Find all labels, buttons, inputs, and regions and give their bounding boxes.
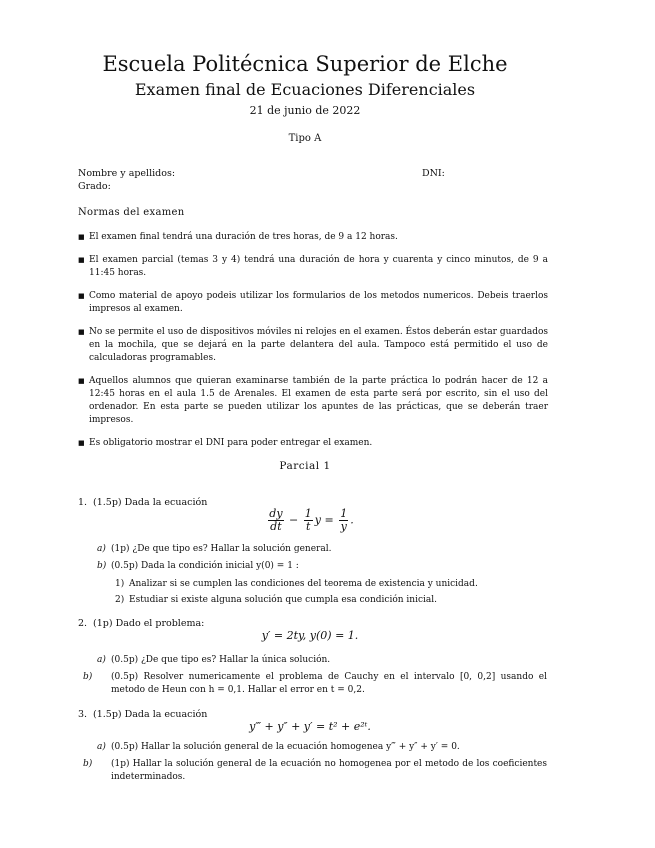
problem-2-a: [97, 654, 547, 667]
problem-statement: (1p) Dado el problema:: [93, 618, 205, 629]
item-label: a): [97, 655, 106, 665]
problem-1-b1: [115, 578, 545, 591]
bullet-icon: ■: [78, 292, 85, 300]
problem-1-a: [97, 543, 547, 556]
rules-list: [78, 231, 548, 460]
item-text: (0.5p) Dada la condición inicial y(0) = 1 :: [111, 561, 299, 571]
bullet-icon: ■: [78, 233, 85, 241]
bullet-icon: ■: [78, 439, 85, 447]
rule-text: El examen final tendrá una duración de tres horas, de 9 a 12 horas.: [89, 232, 398, 242]
item-text: (1p) Hallar la solución general de la ecuación no homogenea por el metodo de los coeficientes indeterminados.: [111, 759, 547, 782]
denominator: t: [306, 520, 311, 533]
problem-3-a: [97, 741, 547, 754]
numerator: dy: [269, 507, 283, 520]
rules-heading: Normas del examen: [78, 207, 185, 218]
rule-item: [78, 231, 548, 244]
item-label: 2): [115, 595, 125, 605]
rule-item: [78, 326, 548, 365]
grado-label: Grado:: [78, 181, 111, 192]
rule-item: [78, 437, 548, 450]
denominator: dt: [270, 520, 282, 533]
problem-number: 1.: [78, 497, 88, 508]
problem-1-b: [97, 560, 547, 573]
fraction-dydt: [268, 508, 283, 533]
fraction-1-t: [304, 508, 313, 533]
problem-2-b: [83, 671, 547, 697]
problem-1-equation: [0, 508, 620, 533]
rule-text: Como material de apoyo podeis utilizar los formularios de los metodos numericos. Debeis traerlos impresos al examen.: [89, 291, 548, 314]
problem-number: 2.: [78, 618, 88, 629]
item-label: a): [97, 544, 106, 554]
section-heading: Parcial 1: [279, 460, 331, 472]
exam-type: Tipo A: [288, 133, 322, 144]
problem-number: 3.: [78, 709, 88, 720]
problem-3-equation: y‴ + y″ + y′ = t² + e²ᵗ.: [249, 720, 371, 733]
rule-text: El examen parcial (temas 3 y 4) tendrá una duración de hora y cuarenta y cinco minutos, de 9 a 11:45 horas.: [89, 255, 548, 278]
exam-title: Examen final de Ecuaciones Diferenciales: [134, 80, 476, 99]
bullet-icon: ■: [78, 328, 85, 336]
fraction-1-y: [339, 508, 348, 533]
problem-1-b2: [115, 594, 545, 607]
name-label: Nombre y apellidos:: [78, 168, 176, 179]
item-text: Analizar si se cumplen las condiciones del teorema de existencia y unicidad.: [129, 579, 478, 589]
rule-text: Aquellos alumnos que quieran examinarse también de la parte práctica lo podrán hacer de 12 a 12:45 horas en el aula 1.5 de Arenales. El examen de esta parte será por escrito, sin el uso del ordenador. En esta parte se pueden utilizar los apuntes de las prácticas, que se deberán traer impresos.: [89, 376, 548, 425]
item-text: (1p) ¿De que tipo es? Hallar la solución general.: [111, 544, 332, 554]
rule-item: [78, 375, 548, 427]
item-text: (0.5p) Hallar la solución general de la ecuación homogenea y‴ + y″ + y′ = 0.: [111, 742, 460, 752]
school-title: Escuela Politécnica Superior de Elche: [102, 52, 508, 76]
rule-item: [78, 290, 548, 316]
rule-text: Es obligatorio mostrar el DNI para poder entregar el examen.: [89, 438, 373, 448]
rule-text: No se permite el uso de dispositivos móviles ni relojes en el examen. Éstos deberán estar guardados en la mochila, que se dejará en la parte delantera del aula. Tampoco está permitido el uso de calculadoras programables.: [89, 327, 548, 363]
bullet-icon: ■: [78, 256, 85, 264]
item-text: (0.5p) Resolver numericamente el problema de Cauchy en el intervalo [0, 0,2] usando el metodo de Heun con h = 0,1. Hallar el error en t = 0,2.: [111, 672, 547, 695]
problem-3-b: [83, 758, 547, 784]
item-text: Estudiar si existe alguna solución que cumpla esa condición inicial.: [129, 595, 437, 605]
item-label: b): [83, 672, 93, 682]
exam-date: 21 de junio de 2022: [249, 104, 361, 117]
problem-statement: (1.5p) Dada la ecuación: [93, 497, 208, 508]
item-label: a): [97, 742, 106, 752]
item-label: b): [97, 561, 107, 571]
numerator: 1: [304, 507, 312, 520]
problem-2-equation: y′ = 2ty, y(0) = 1.: [261, 629, 359, 642]
denominator: y: [340, 520, 347, 533]
bullet-icon: ■: [78, 377, 85, 385]
dni-label: DNI:: [422, 168, 445, 179]
minus-sign: −: [289, 513, 299, 527]
eq-end: .: [350, 513, 354, 527]
item-label: 1): [115, 579, 125, 589]
problem-statement: (1.5p) Dada la ecuación: [93, 709, 208, 720]
item-text: (0.5p) ¿De que tipo es? Hallar la única solución.: [111, 655, 331, 665]
rule-item: [78, 254, 548, 280]
eq-text: y =: [314, 513, 334, 527]
numerator: 1: [340, 507, 348, 520]
item-label: b): [83, 759, 93, 769]
